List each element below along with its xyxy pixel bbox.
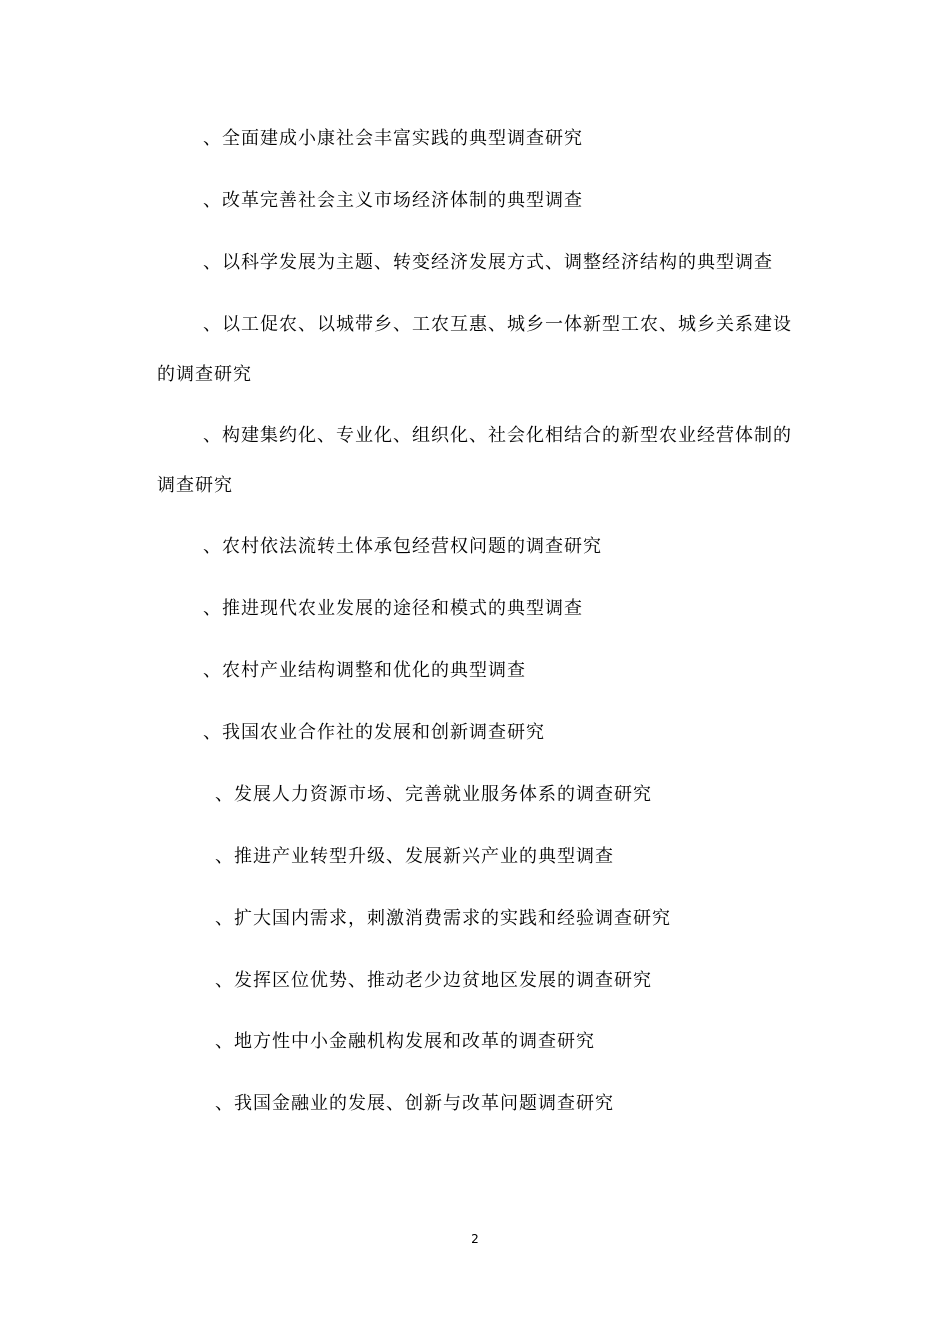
list-item (157, 176, 802, 226)
list-item (157, 956, 802, 1006)
list-item (157, 646, 802, 696)
list-item-text: 、全面建成小康社会丰富实践的典型调查研究 (203, 128, 583, 149)
list-item (157, 708, 802, 758)
list-item-text: 、发挥区位优势、推动老少边贫地区发展的调查研究 (215, 970, 652, 991)
list-item-text: 、发展人力资源市场、完善就业服务体系的调查研究 (215, 784, 652, 805)
list-item-text: 、构建集约化、专业化、组织化、社会化相结合的新型农业经营体制的 (203, 425, 792, 446)
list-item (157, 522, 802, 572)
list-item (157, 300, 802, 400)
page-number: 2 (471, 1232, 479, 1246)
list-item (157, 894, 802, 944)
list-item-continuation: 的调查研究 (157, 364, 252, 385)
list-item-text: 、推进产业转型升级、发展新兴产业的典型调查 (215, 846, 614, 867)
list-item-text: 、农村依法流转土体承包经营权问题的调查研究 (203, 536, 602, 557)
list-item (157, 770, 802, 820)
list-item (157, 238, 802, 288)
list-item (157, 114, 802, 164)
list-item (157, 411, 802, 511)
list-item-text: 、推进现代农业发展的途径和模式的典型调查 (203, 598, 583, 619)
list-item-text: 、以科学发展为主题、转变经济发展方式、调整经济结构的典型调查 (203, 252, 773, 273)
list-item-text: 、扩大国内需求，刺激消费需求的实践和经验调查研究 (215, 908, 671, 929)
list-item (157, 1079, 802, 1129)
list-item-text: 、农村产业结构调整和优化的典型调查 (203, 660, 526, 681)
list-item-text: 、我国农业合作社的发展和创新调查研究 (203, 722, 545, 743)
list-item-text: 、改革完善社会主义市场经济体制的典型调查 (203, 190, 583, 211)
list-item (157, 584, 802, 634)
list-item-continuation: 调查研究 (157, 475, 233, 496)
list-item (157, 832, 802, 882)
list-item-text: 、地方性中小金融机构发展和改革的调查研究 (215, 1031, 595, 1052)
list-item-text: 、我国金融业的发展、创新与改革问题调查研究 (215, 1093, 614, 1114)
list-item (157, 1017, 802, 1067)
list-item-text: 、以工促农、以城带乡、工农互惠、城乡一体新型工农、城乡关系建设 (203, 314, 792, 335)
